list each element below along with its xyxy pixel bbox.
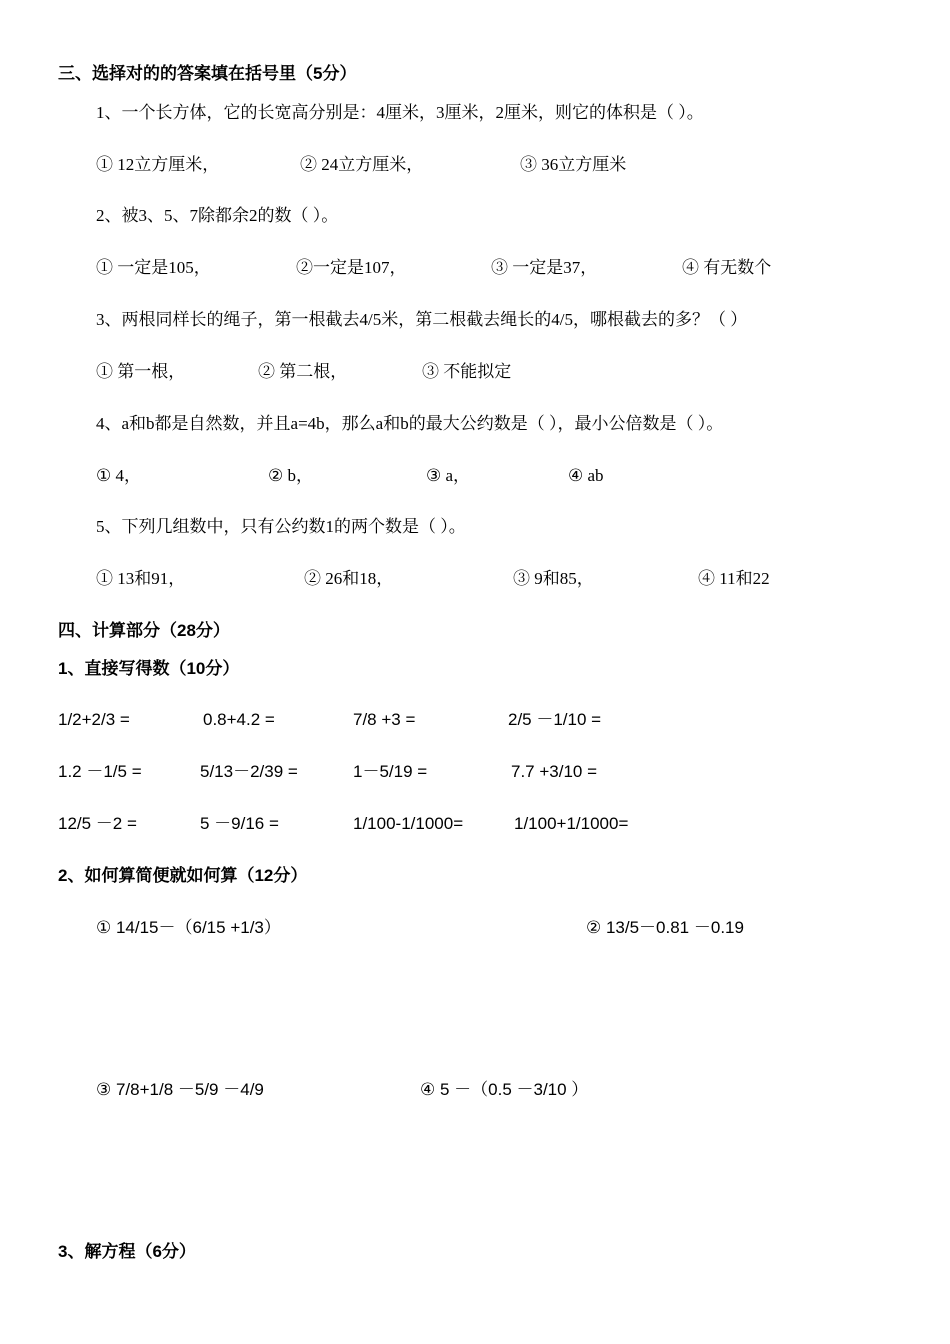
simplify-item-4: ④ 5 －（0.5 －3/10 ） [420, 1080, 589, 1099]
simplify-item-3: ③ 7/8+1/8 －5/9 －4/9 [96, 1080, 264, 1099]
part2-heading: 2、如何算简便就如何算（12分） [58, 866, 308, 885]
question-5-text: 5、下列几组数中，只有公约数1的两个数是（ ）。 [96, 517, 466, 536]
q4-option-2: ② b， [268, 466, 313, 485]
question-4-text: 4、a和b都是自然数，并且a=4b，那么a和b的最大公约数是（ ），最小公倍数是（ ）。 [96, 414, 724, 433]
q5-option-4: ④ 11和22 [698, 569, 770, 588]
q4-option-3: ③ a， [426, 466, 471, 485]
section3-heading: 三、选择对的的答案填在括号里（5分） [58, 64, 357, 83]
part1-heading: 1、直接写得数（10分） [58, 659, 240, 678]
direct-calc-item: 0.8+4.2 = [203, 710, 275, 729]
direct-calc-item: 1－5/19 = [353, 762, 428, 781]
direct-calc-item: 1/100+1/1000= [514, 814, 629, 833]
q1-option-3: ③ 36立方厘米 [520, 155, 627, 174]
q3-option-3: ③ 不能拟定 [422, 362, 512, 381]
q4-option-4: ④ ab [568, 466, 604, 485]
direct-calc-item: 5/13－2/39 = [200, 762, 298, 781]
q1-option-1: ① 12立方厘米， [96, 155, 220, 174]
q2-option-2: ②一定是107， [296, 258, 407, 277]
q2-option-3: ③ 一定是37， [491, 258, 598, 277]
question-3-text: 3、两根同样长的绳子，第一根截去4/5米，第二根截去绳长的4/5，哪根截去的多？（ ） [96, 310, 748, 329]
part3-heading: 3、解方程（6分） [58, 1242, 196, 1261]
q4-option-1: ① 4， [96, 466, 141, 485]
direct-calc-item: 1/100-1/1000= [353, 814, 464, 833]
q5-option-1: ① 13和91， [96, 569, 186, 588]
q3-option-2: ② 第二根， [258, 362, 348, 381]
direct-calc-item: 2/5 －1/10 = [508, 710, 602, 729]
simplify-item-2: ② 13/5－0.81 －0.19 [586, 918, 744, 937]
direct-calc-item: 7/8 +3 = [353, 710, 416, 729]
q1-option-2: ② 24立方厘米， [300, 155, 424, 174]
direct-calc-item: 5 －9/16 = [200, 814, 279, 833]
simplify-item-1: ① 14/15－（6/15 +1/3） [96, 918, 281, 937]
direct-calc-item: 12/5 －2 = [58, 814, 137, 833]
q2-option-1: ① 一定是105， [96, 258, 211, 277]
section4-heading: 四、计算部分（28分） [58, 621, 230, 640]
question-2-text: 2、被3、5、7除都余2的数（ ）。 [96, 206, 339, 225]
direct-calc-item: 7.7 +3/10 = [511, 762, 598, 781]
q2-option-4: ④ 有无数个 [682, 258, 772, 277]
question-1-text: 1、一个长方体，它的长宽高分别是：4厘米，3厘米，2厘米，则它的体积是（ ）。 [96, 103, 704, 122]
direct-calc-item: 1/2+2/3 = [58, 710, 130, 729]
q3-option-1: ① 第一根， [96, 362, 186, 381]
direct-calc-item: 1.2 －1/5 = [58, 762, 142, 781]
q5-option-3: ③ 9和85， [513, 569, 594, 588]
q5-option-2: ② 26和18， [304, 569, 394, 588]
